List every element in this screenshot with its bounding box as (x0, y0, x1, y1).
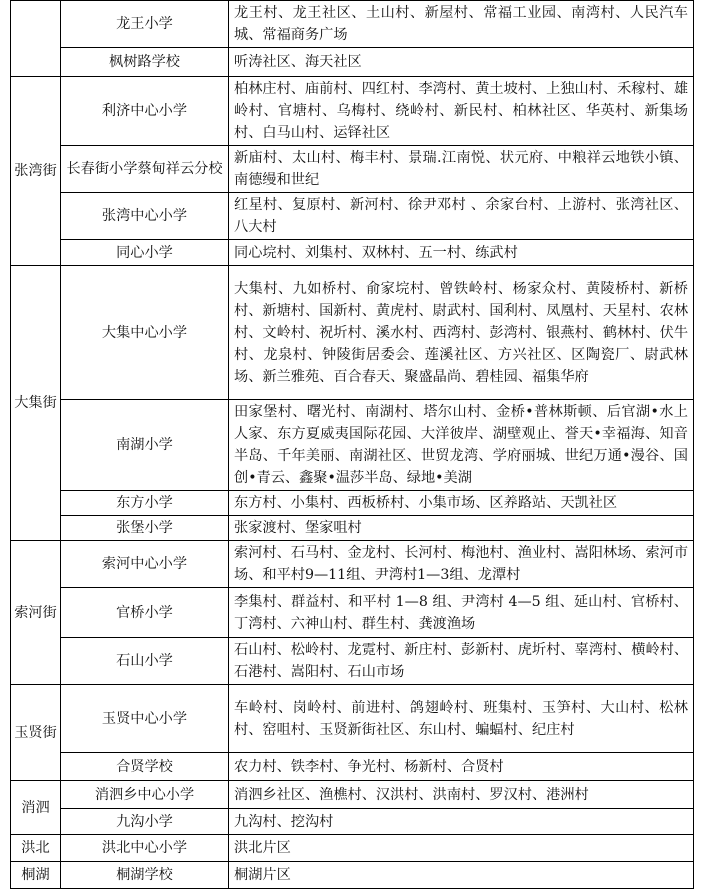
villages-cell: 大集村、九如桥村、俞家垸村、曾铁岭村、杨家众村、黄陵桥村、新桥村、新塘村、国新村、黄虎村、尉武村、国利村、凤凰村、天星村、农林村、文岭村、祝圻村、溪水村、西湾村、彭湾村、银燕村、鹤林村、伏牛村、龙泉村、钟陵街居委会、莲溪社区、方兴社区、区陶瓷厂、尉武林场、新兰雅苑、百合春天、聚盛晶尚、碧桂园、福集华府 (229, 266, 694, 400)
villages-cell: 石山村、松岭村、龙霓村、新庄村、彭新村、虎圻村、辜湾村、横岭村、石港村、嵩阳村、石山市场 (229, 638, 694, 685)
street-name: 张湾街 (14, 163, 57, 179)
villages-cell: 索河村、石马村、金龙村、长河村、梅池村、渔业村、嵩阳林场、索河市场、和平村9—11组、尹湾村1—3组、龙潭村 (229, 541, 694, 588)
street-name: 洪北 (21, 840, 50, 856)
street-name: 大集街 (14, 395, 57, 411)
school-cell: 九沟小学 (61, 809, 229, 835)
villages-cell: 张家渡村、堡家咀村 (229, 516, 694, 541)
table-row (11, 240, 694, 266)
street-name: 玉贤街 (14, 724, 57, 741)
school-cell: 南湖小学 (61, 400, 229, 491)
table-row (11, 638, 694, 685)
table-row (11, 146, 694, 193)
school-cell: 东方小学 (61, 491, 229, 516)
street-name: 索河街 (14, 604, 57, 621)
street-cell (11, 77, 61, 266)
villages-cell: 消泗乡社区、渔樵村、汉洪村、洪南村、罗汉村、港洲村 (229, 781, 694, 809)
school-cell: 官桥小学 (61, 588, 229, 638)
street-cell (11, 541, 61, 685)
school-cell: 消泗乡中心小学 (61, 781, 229, 809)
table-row (11, 193, 694, 240)
villages-cell: 听涛社区、海天社区 (229, 48, 694, 77)
table-row (11, 862, 694, 889)
villages-cell: 东方村、小集村、西板桥村、小集市场、区养路站、天凯社区 (229, 491, 694, 516)
table-row (11, 588, 694, 638)
villages-cell: 同心垸村、刘集村、双林村、五一村、练武村 (229, 240, 694, 266)
table-row (11, 685, 694, 753)
villages-cell: 车岭村、岗岭村、前进村、鸽翅岭村、班集村、玉笋村、大山村、松林村、窑咀村、玉贤新街社区、东山村、蝙蝠村、纪庄村 (229, 685, 694, 753)
street-cell (11, 1, 61, 77)
table-row (11, 491, 694, 516)
table-row (11, 516, 694, 541)
villages-cell: 农力村、铁李村、争光村、杨新村、合贤村 (229, 753, 694, 781)
school-cell: 张堡小学 (61, 516, 229, 541)
villages-cell: 红星村、复原村、新河村、徐尹邓村 、余家台村、上游村、张湾社区、八大村 (229, 193, 694, 240)
school-cell: 同心小学 (61, 240, 229, 266)
table-row (11, 541, 694, 588)
school-cell: 合贤学校 (61, 753, 229, 781)
table-row (11, 753, 694, 781)
school-cell: 石山小学 (61, 638, 229, 685)
villages-cell: 桐湖片区 (229, 862, 694, 889)
villages-cell: 李集村、群益村、和平村 1—8 组、尹湾村 4—5 组、延山村、官桥村、丁湾村、六神山村、群生村、龚渡渔场 (229, 588, 694, 638)
school-cell: 玉贤中心小学 (61, 685, 229, 753)
villages-cell: 新庙村、太山村、梅丰村、景瑞.江南悦、状元府、中粮祥云地铁小镇、南德缦和世纪 (229, 146, 694, 193)
villages-cell: 九沟村、挖沟村 (229, 809, 694, 835)
table-row (11, 77, 694, 146)
villages-cell: 龙王村、龙王社区、土山村、新屋村、常福工业园、南湾村、人民汽车城、常福商务广场 (229, 1, 694, 48)
table-row (11, 835, 694, 862)
school-cell: 张湾中心小学 (61, 193, 229, 240)
table-row (11, 48, 694, 77)
street-cell (11, 781, 61, 835)
table-row (11, 1, 694, 48)
school-cell: 桐湖学校 (61, 862, 229, 889)
table-row (11, 809, 694, 835)
villages-cell: 柏林庄村、庙前村、四红村、李湾村、黄土坡村、上独山村、禾稼村、雄岭村、官塘村、乌梅村、绕岭村、新民村、柏林社区、华英村、新集场村、白马山村、运铎社区 (229, 77, 694, 146)
school-cell: 枫树路学校 (61, 48, 229, 77)
school-cell: 长春街小学蔡甸祥云分校 (61, 146, 229, 193)
table-row (11, 781, 694, 809)
street-cell (11, 862, 61, 889)
school-cell: 洪北中心小学 (61, 835, 229, 862)
school-cell: 大集中心小学 (61, 266, 229, 400)
school-cell: 利济中心小学 (61, 77, 229, 146)
street-name: 桐湖 (21, 867, 50, 883)
school-cell: 龙王小学 (61, 1, 229, 48)
villages-cell: 洪北片区 (229, 835, 694, 862)
street-cell (11, 266, 61, 541)
street-cell (11, 685, 61, 781)
street-name: 消泗 (21, 799, 50, 816)
street-cell (11, 835, 61, 862)
villages-cell: 田家堡村、曙光村、南湖村、塔尔山村、金桥•普林斯顿、后官湖•水上人家、东方夏威夷国际花园、大洋彼岸、湖壁观止、誉天•幸福海、知音半岛、千年美丽、南湖社区、世贸龙湾、学府丽城、世纪万通•漫谷、国创•青云、鑫聚•温莎半岛、绿地•美湖 (229, 400, 694, 491)
school-cell: 索河中心小学 (61, 541, 229, 588)
table-row (11, 400, 694, 491)
table-row (11, 266, 694, 400)
school-district-table (10, 0, 694, 889)
